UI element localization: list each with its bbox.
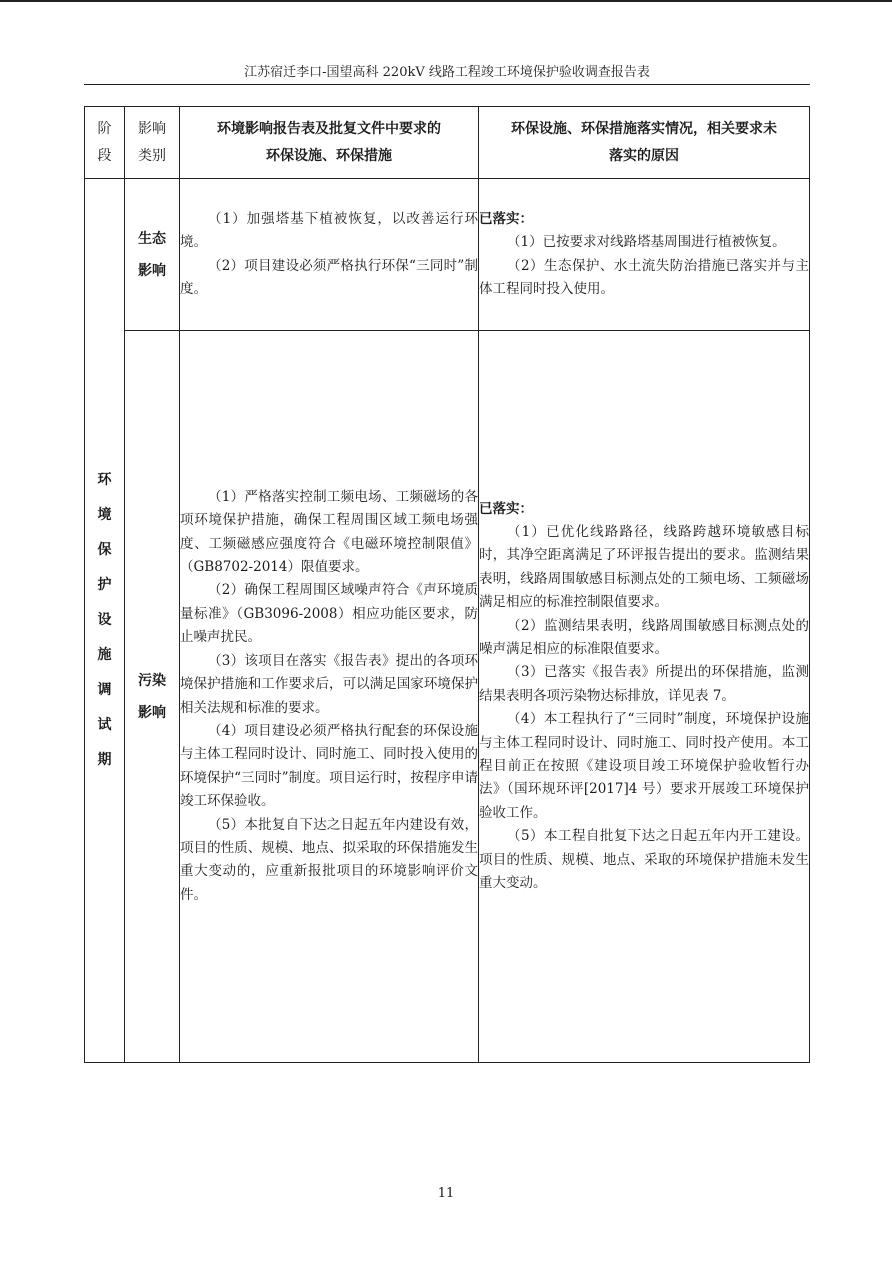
- table-header-row: [85, 107, 810, 179]
- phase-char: 设: [97, 612, 112, 628]
- header-implementation: [479, 107, 810, 179]
- status-label: 已落实：: [479, 210, 533, 227]
- phase-char: 境: [97, 507, 112, 523]
- category-pollution-line1: 污染: [138, 672, 166, 689]
- category-ecology-line2: 影响: [138, 262, 166, 279]
- phase-char: 试: [97, 717, 112, 733]
- top-border-line: [0, 0, 892, 2]
- implementation-item: （2）生态保护、水土流失防治措施已落实并与主体工程同时投入使用。: [479, 257, 809, 297]
- header-rule: [84, 84, 810, 85]
- phase-char: 期: [97, 752, 112, 768]
- phase-cell: [85, 179, 125, 1063]
- requirement-item: （3）该项目在落实《报告表》提出的各项环境保护措施和工作要求后，可以满足国家环境保护相关法规和标准的要求。: [180, 652, 478, 716]
- implementation-item: （2）监测结果表明，线路周围敏感目标测点处的噪声满足相应的标准限值要求。: [479, 617, 809, 657]
- table-row-ecology: [85, 179, 810, 331]
- header-phase-line1: 阶: [97, 120, 112, 137]
- phase-char: 护: [97, 577, 112, 593]
- header-requirements: [180, 107, 479, 179]
- implementation-item: （1）已按要求对线路塔基周围进行植被恢复。: [507, 234, 786, 251]
- category-ecology: [125, 179, 180, 331]
- phase-char: 施: [97, 647, 112, 663]
- requirement-item: （2）项目建设必须严格执行环保“三同时”制度。: [180, 257, 478, 297]
- header-implementation-line1: 环保设施、环保措施落实情况，相关要求未: [511, 120, 777, 137]
- category-pollution: [125, 331, 180, 1063]
- header-requirements-line1: 环境影响报告表及批复文件中要求的: [217, 120, 441, 137]
- table-row-pollution: [85, 331, 810, 1063]
- header-implementation-line2: 落实的原因: [609, 147, 679, 164]
- header-phase-line2: 段: [97, 147, 112, 164]
- implementation-item: （4）本工程执行了“三同时”制度，环境保护设施与主体工程同时设计、同时施工、同时投产使用。本工程目前正在按照《建设项目竣工环境保护验收暂行办法》（国环规环评[2017]4 号）要求开展竣工环境保护验收工作。: [479, 711, 809, 821]
- status-label: 已落实：: [479, 500, 533, 517]
- header-category-line2: 类别: [138, 147, 166, 164]
- page-number: 11: [437, 1186, 455, 1201]
- requirements-ecology: [180, 179, 479, 331]
- page-header-title: 江苏宿迁李口-国望高科 220kV 线路工程竣工环境保护验收调查报告表: [244, 65, 650, 80]
- implementation-item: （3）已落实《报告表》所提出的环保措施，监测结果表明各项污染物达标排放，详见表 7。: [479, 664, 809, 704]
- implementation-item: （5）本工程自批复下达之日起五年内开工建设。项目的性质、规模、地点、采取的环境保护措施未发生重大变动。: [479, 828, 809, 892]
- requirement-item: （1）严格落实控制工频电场、工频磁场的各项环境保护措施，确保工程周围区域工频电场强度、工频磁感应强度符合《电磁环境控制限值》（GB8702-2014）限值要求。: [180, 488, 478, 576]
- phase-char: 保: [97, 542, 112, 558]
- phase-char: 调: [97, 682, 112, 698]
- header-category: [125, 107, 180, 179]
- measures-table: [84, 106, 810, 1063]
- phase-char: 环: [97, 472, 112, 488]
- requirements-pollution: [180, 331, 479, 1063]
- requirement-item: （4）项目建设必须严格执行配套的环保设施与主体工程同时设计、同时施工、同时投入使用的环境保护“三同时”制度。项目运行时，按程序申请竣工环保验收。: [180, 722, 478, 810]
- implementation-ecology: [479, 179, 810, 331]
- header-requirements-line2: 环保设施、环保措施: [266, 147, 392, 164]
- requirement-item: （2）确保工程周围区域噪声符合《声环境质量标准》（GB3096-2008）相应功能区要求，防止噪声扰民。: [180, 582, 478, 646]
- category-ecology-line1: 生态: [138, 230, 166, 247]
- header-phase: [85, 107, 125, 179]
- header-category-line1: 影响: [138, 120, 166, 137]
- category-pollution-line2: 影响: [138, 704, 166, 721]
- requirement-item: （5）本批复自下达之日起五年内建设有效，项目的性质、规模、地点、拟采取的环保措施发生重大变动的，应重新报批项目的环境影响评价文件。: [180, 816, 478, 903]
- implementation-pollution: [479, 331, 810, 1063]
- implementation-item: （1）已优化线路路径，线路跨越环境敏感目标时，其净空距离满足了环评报告提出的要求。监测结果表明，线路周围敏感目标测点处的工频电场、工频磁场满足相应的标准控制限值要求。: [479, 523, 809, 611]
- requirement-item: （1）加强塔基下植被恢复，以改善运行环境。: [180, 210, 478, 251]
